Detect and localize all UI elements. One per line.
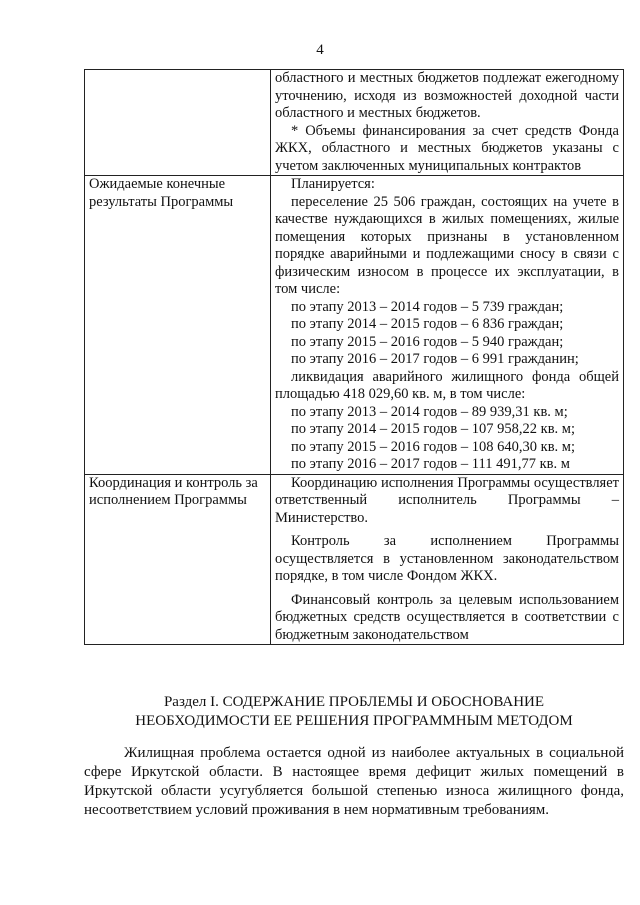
page-number: 4 [316,42,324,58]
list-item: по этапу 2014 – 2015 годов – 107 958,22 кв. м; [291,421,575,437]
table-row [85,474,624,645]
list-item: по этапу 2016 – 2017 годов – 6 991 гражданин; [291,351,579,367]
paragraph: Финансовый контроль за целевым использованием бюджетных средств осуществляется в соответствии с бюджетным законодательством [275,591,619,643]
row-label [85,70,271,176]
paragraph: Планируется: [291,176,375,192]
list-item: по этапу 2015 – 2016 годов – 108 640,30 кв. м; [291,438,575,455]
table-row [85,176,624,475]
list-item: по этапу 2013 – 2014 годов – 89 939,31 кв. м; [291,403,568,420]
paragraph: Жилищная проблема остается одной из наиболее актуальных в социальной сфере Иркутской области. В настоящее время дефицит жилых помещений в Иркутской области усугубляется большой степенью износа жилищного фонда, несоответствием условий проживания в нем нормативным требованиям. [84,745,624,818]
row-label: Координация и контроль за исполнением Программы [85,474,271,645]
paragraph: Контроль за исполнением Программы осуществляется в установленном законодательством порядке, в том числе Фондом ЖКХ. [275,533,619,584]
paragraph: переселение 25 506 граждан, состоящих на учете в качестве нуждающихся в жилых помещениях, жилые помещения которых признаны в установленном порядке аварийными и подлежащими сносу в связи с физическим износом в процессе их эксплуатации, в том числе: [275,193,619,297]
row-content [271,176,624,475]
row-content [271,474,624,645]
section-title-line: Раздел I. СОДЕРЖАНИЕ ПРОБЛЕМЫ И ОБОСНОВАНИЕ [163,694,545,710]
list-item: по этапу 2014 – 2015 годов – 6 836 граждан; [291,316,564,332]
paragraph: * Объемы финансирования за счет средств Фонда ЖКХ, областного и местных бюджетов указаны с учетом заключенных муниципальных контрактов [275,122,619,174]
program-passport-table [84,69,624,645]
list-item: по этапу 2016 – 2017 годов – 111 491,77 кв. м [291,456,570,472]
section-title [84,693,624,731]
row-content [271,70,624,176]
row-label: Ожидаемые конечные результаты Программы [85,176,271,475]
list-item: по этапу 2013 – 2014 годов – 5 739 граждан; [291,298,564,315]
paragraph: ликвидация аварийного жилищного фонда общей площадью 418 029,60 кв. м, в том числе: [275,368,619,402]
table-row [85,70,624,176]
section-title-line: НЕОБХОДИМОСТИ ЕЕ РЕШЕНИЯ ПРОГРАММНЫМ МЕТОДОМ [135,713,573,729]
paragraph: областного и местных бюджетов подлежат ежегодному уточнению, исходя из возможностей доходной части областного и местных бюджетов. [275,70,619,121]
section-body [84,744,624,820]
list-item: по этапу 2015 – 2016 годов – 5 940 граждан; [291,333,564,350]
paragraph: Координацию исполнения Программы осуществляет ответственный исполнитель Программы – Министерство. [275,474,619,526]
